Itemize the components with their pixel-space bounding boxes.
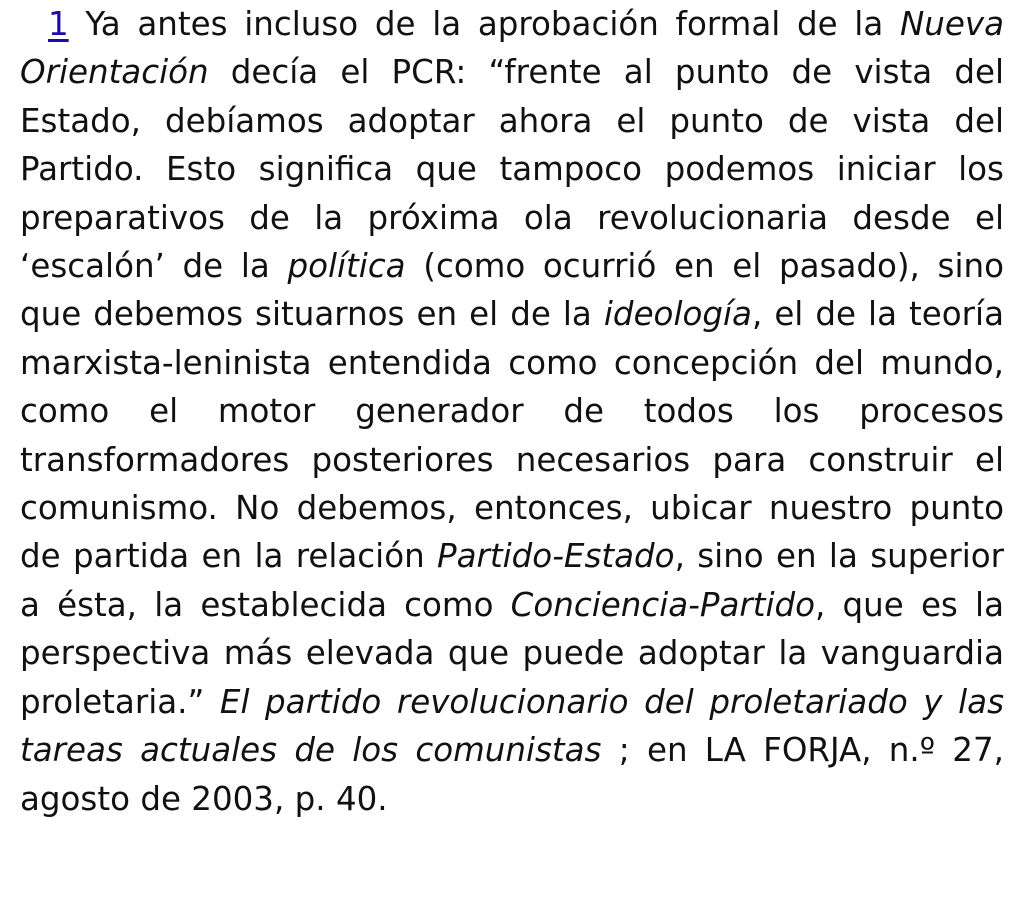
footnote-paragraph xyxy=(20,0,1004,823)
italic-term-ideologia: ideología xyxy=(603,295,752,334)
footnote-reference-link[interactable]: 1 xyxy=(48,5,69,43)
footnote-text: , que es la perspectiva más elevada que puede adoptar la vanguardia proletaria.” xyxy=(20,585,1004,721)
cited-work-title: El partido revolucionario del proletariado y las tareas actuales de los comunistas xyxy=(20,682,1004,770)
italic-term-conciencia-partido: Conciencia-Partido xyxy=(510,585,816,624)
italic-term-politica: política xyxy=(287,247,406,286)
footnote-text: , el de la teoría marxista-leninista entendida como concepción del mundo, como el motor generador de todos los procesos transformadores posteriores necesarios para construir el comunismo. No debemos, entonces, ubicar nuestro punto de partida en la relación xyxy=(20,295,1004,576)
italic-term-partido-estado: Partido-Estado xyxy=(437,537,675,576)
footnote-text: (como ocurrió en el pasado), sino que debemos situarnos en el de la xyxy=(20,247,1004,334)
footnote-text: , sino en la superior a ésta, la establecida como xyxy=(20,537,1004,624)
citation-source: ; en LA FORJA, n.º 27, agosto de 2003, p. 40. xyxy=(20,731,1004,818)
italic-term-nueva-orientacion: Nueva Orientación xyxy=(20,5,1004,92)
footnote-text: decía el PCR: “frente al punto de vista del Estado, debíamos adoptar ahora el punto de vista del Partido. Esto significa que tampoco podemos iniciar los preparativos de la próxima ola revolucionaria desde el ‘escalón’ de la xyxy=(20,53,1004,286)
footnote-text: Ya antes incluso de la aprobación formal de la xyxy=(68,5,900,43)
